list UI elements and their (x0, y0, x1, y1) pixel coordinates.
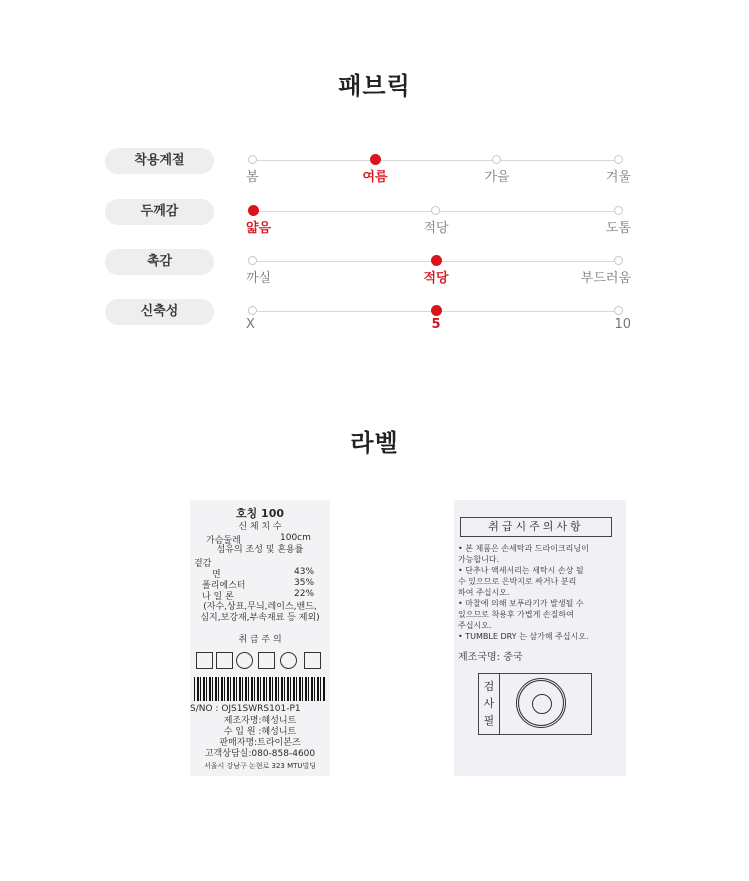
care-notice-line: • 본 제품은 손세탁과 드라이크리닝이 (458, 544, 589, 553)
inspection-label-image (454, 500, 626, 776)
scale-option-label: 부드러움 (580, 271, 631, 286)
care-notice-line: 수 있으므로 은박지로 싸거나 분리 (458, 577, 577, 586)
scale-option-label: 10 (614, 317, 631, 332)
serial-number: S/NO : OJS1SWRS101-P1 (190, 704, 301, 714)
scale-dot (248, 155, 257, 164)
no-tumble-dry-icon (304, 652, 321, 669)
care-notice-line: 하여 주십시오. (458, 588, 510, 597)
care-notice-line: • 마찰에 의해 보푸라기가 발생될 수 (458, 599, 584, 608)
scale-dot (614, 206, 623, 215)
scale-option-label: 봄 (246, 170, 259, 185)
scale-option-label: 얇음 (246, 221, 272, 236)
chest-label: 가슴둘레 (206, 536, 241, 546)
dry-clean-icon (236, 652, 253, 669)
scale-option-label: X (246, 317, 255, 332)
scale-dot (248, 306, 257, 315)
scale-option-label: 5 (431, 317, 441, 332)
fabric-attribute-label: 두께감 (105, 199, 214, 225)
fabric-section-title: 패브릭 (338, 72, 411, 100)
seller: 판매자명:트라이본즈 (219, 738, 301, 748)
scale-dot (248, 256, 257, 265)
scale-dot (492, 155, 501, 164)
scale-option-label: 까실 (246, 271, 272, 286)
care-notice-line: 있으므로 착용후 가볍게 손질하여 (458, 610, 574, 619)
exclusion-line-2: 심지,보강재,부속재료 등 제외) (200, 613, 320, 623)
care-notice-line: 가능합니다. (458, 555, 500, 564)
scale-dot (431, 206, 440, 215)
barcode (194, 677, 326, 701)
material-1-name: 면 (212, 570, 221, 580)
fabric-row (0, 249, 749, 289)
manufacturer: 제조자명:혜성니트 (223, 716, 297, 726)
inspection-stamp-box (478, 673, 592, 735)
scale-option-label: 겨울 (605, 170, 631, 185)
scale-track (253, 160, 619, 161)
fabric-row (0, 148, 749, 188)
stamp-center-mark (532, 694, 552, 714)
drying-icon (280, 652, 297, 669)
scale-dot (614, 306, 623, 315)
scale-option-label: 적당 (423, 271, 449, 286)
care-notice-heading: 취급시주의사항 (460, 517, 612, 537)
care-notice-line: 주십시오. (458, 621, 492, 630)
scale-dot (614, 155, 623, 164)
label-section-title: 라벨 (350, 429, 399, 457)
fabric-row (0, 199, 749, 239)
iron-icon (258, 652, 275, 669)
scale-dot (614, 256, 623, 265)
care-notice-line: • TUMBLE DRY 는 삼가해 주십시오. (458, 632, 589, 641)
material-3-pct: 22% (294, 589, 315, 599)
scale-option-label: 여름 (362, 170, 388, 185)
scale-option-label: 적당 (423, 221, 449, 236)
scale-dot-selected (431, 255, 442, 266)
scale-option-label: 도톰 (605, 221, 631, 236)
material-2-name: 폴리에스터 (202, 581, 246, 591)
scale-option-label: 가을 (484, 170, 510, 185)
fabric-attribute-label: 촉감 (105, 249, 214, 275)
exclusion-line-1: (자수,상표,무늬,레이스,밴드, (203, 602, 317, 612)
tribons-stamp-logo (516, 678, 566, 728)
material-1-pct: 43% (294, 567, 315, 577)
material-3-name: 나 일 론 (202, 592, 234, 602)
care-symbols (196, 652, 324, 672)
care-label-image (190, 500, 330, 776)
no-bleach-icon (216, 652, 233, 669)
wash-icon (196, 652, 213, 669)
customer-contact: 고객상담실:080-858-4600 (204, 749, 316, 759)
chest-value: 100cm (280, 533, 311, 543)
importer: 수 입 원 :혜성니트 (223, 727, 297, 737)
care-notice-line: • 단추나 액세서리는 세탁시 손상 될 (458, 566, 584, 575)
size-text: 호칭 100 (235, 507, 285, 520)
scale-dot-selected (431, 305, 442, 316)
fabric-attribute-label: 신축성 (105, 299, 214, 325)
inspection-passed-text: 검 사 필 (479, 674, 500, 734)
address: 서울시 강남구 논현로 323 MTU빌딩 (203, 762, 317, 770)
scale-dot-selected (370, 154, 381, 165)
outer-label: 겉감 (194, 559, 212, 569)
fabric-attribute-label: 착용계절 (105, 148, 214, 174)
care-title: 취 급 주 의 (238, 635, 282, 645)
material-2-pct: 35% (294, 578, 315, 588)
fiber-title: 섬유의 조성 및 혼용률 (216, 545, 304, 555)
fabric-row (0, 299, 749, 339)
body-size-title: 신 체 치 수 (238, 522, 282, 532)
scale-dot-selected (248, 205, 259, 216)
origin-country: 제조국명: 중국 (458, 652, 523, 663)
